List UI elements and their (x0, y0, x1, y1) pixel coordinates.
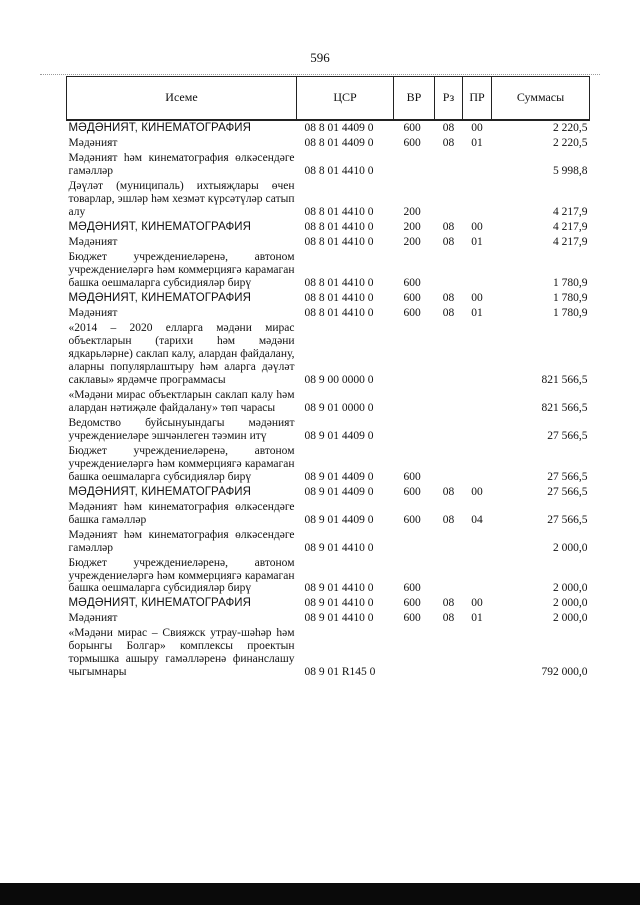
header-rz: Рз (435, 77, 463, 121)
row-vr: 600 (403, 276, 421, 289)
row-vr: 600 (403, 122, 421, 134)
row-pr (463, 151, 492, 179)
budget-table (66, 76, 590, 680)
row-sum: 792 000,0 (541, 666, 588, 679)
row-pr: 01 (471, 612, 483, 625)
table-row (67, 321, 590, 388)
row-pr (463, 626, 492, 680)
row-vr: 600 (403, 513, 421, 526)
row-sum: 2 000,0 (553, 582, 588, 595)
table-row (67, 416, 590, 444)
table-row (67, 485, 590, 500)
header-vr: ВР (394, 77, 435, 121)
row-name: Мәдәният һәм кинематография өлкәсендәге гамәлләр (68, 151, 295, 177)
row-rz: 08 (442, 306, 455, 319)
row-rz: 08 (442, 513, 455, 526)
row-csr: 08 9 01 4409 0 (304, 485, 374, 498)
row-name: «Мәдәни мирас объектларын саклап калу һәм алардан нәтиҗәле файдалану» төп чарасы (68, 388, 295, 414)
row-pr (463, 388, 492, 416)
table-row (67, 306, 590, 321)
row-name: МӘДӘНИЯТ, КИНЕМАТОГРАФИЯ (68, 220, 252, 233)
row-vr (394, 151, 435, 179)
row-vr: 600 (403, 597, 421, 610)
table-row (67, 220, 590, 235)
row-sum: 2 220,5 (553, 122, 588, 134)
row-sum: 2 000,0 (553, 597, 588, 610)
row-name: Дәүләт (муниципаль) ихтыяҗлары өчен товарлар, эшләр һәм хезмәт күрсәтүләр сатып алу (68, 179, 295, 218)
row-sum: 1 780,9 (553, 291, 588, 304)
row-vr (394, 321, 435, 388)
row-sum: 27 566,5 (547, 429, 588, 442)
table-row (67, 179, 590, 220)
row-pr (463, 444, 492, 485)
row-rz (435, 151, 463, 179)
row-sum: 2 000,0 (553, 541, 588, 554)
row-pr: 00 (471, 220, 483, 233)
row-csr: 08 8 01 4409 0 (304, 136, 374, 149)
row-rz (435, 321, 463, 388)
row-name: Бюджет учреждениеләренә, автоном учреждениеләргә һәм коммерциягә карамаган башка оешмаларга субсидияләр бирү (68, 250, 295, 289)
table-row (67, 444, 590, 485)
row-name: Мәдәният һәм кинематография өлкәсендәге башка гамәлләр (68, 500, 295, 526)
row-sum: 5 998,8 (553, 164, 588, 177)
row-name: МӘДӘНИЯТ, КИНЕМАТОГРАФИЯ (68, 485, 252, 498)
row-name: Мәдәният һәм кинематография өлкәсендәге гамәлләр (68, 528, 295, 554)
row-pr: 00 (471, 485, 483, 498)
row-vr: 600 (403, 136, 421, 149)
row-vr: 600 (403, 485, 421, 498)
row-vr (394, 416, 435, 444)
row-name: Бюджет учреждениеләренә, автоном учреждениеләргә һәм коммерциягә карамаган башка оешмаларга субсидияләр бирү (68, 444, 295, 483)
row-pr: 01 (471, 235, 483, 248)
row-vr: 200 (403, 220, 421, 233)
row-rz: 08 (442, 235, 455, 248)
row-csr: 08 9 01 4409 0 (304, 513, 374, 526)
table-row (67, 250, 590, 291)
row-csr: 08 8 01 4410 0 (304, 306, 374, 319)
row-sum: 821 566,5 (541, 373, 588, 386)
row-vr: 600 (403, 291, 421, 304)
table-row (67, 626, 590, 680)
row-name: Мәдәният (68, 612, 118, 625)
table-row (67, 528, 590, 556)
row-vr: 600 (403, 582, 421, 595)
row-vr (394, 626, 435, 680)
row-csr: 08 9 01 4409 0 (304, 429, 374, 442)
row-pr (463, 416, 492, 444)
row-vr (394, 528, 435, 556)
table-header-row (67, 77, 590, 121)
row-csr: 08 9 01 4410 0 (304, 597, 374, 610)
row-rz: 08 (442, 220, 455, 233)
row-rz: 08 (442, 597, 455, 610)
table-row (67, 500, 590, 528)
row-vr: 200 (403, 235, 421, 248)
row-pr (463, 250, 492, 291)
table-row (67, 235, 590, 250)
row-sum: 1 780,9 (553, 276, 588, 289)
table-row (67, 388, 590, 416)
row-rz (435, 388, 463, 416)
row-name: «Мәдәни мирас – Свияжск утрау-шәһәр һәм борынгы Болгар» комплексы проектын тормышка ашыру гамәлләренә финанслашу чыгымнары (68, 627, 295, 679)
row-name: Бюджет учреждениеләренә, автоном учреждениеләргә һәм коммерциягә карамаган башка оешмаларга субсидияләр бирү (68, 556, 295, 595)
row-vr: 200 (403, 205, 421, 218)
header-sum: Суммасы (492, 77, 590, 121)
row-rz (435, 250, 463, 291)
row-sum: 4 217,9 (553, 235, 588, 248)
row-name: МӘДӘНИЯТ, КИНЕМАТОГРАФИЯ (68, 122, 252, 134)
row-sum: 27 566,5 (547, 470, 588, 483)
table-row (67, 291, 590, 306)
row-pr: 01 (471, 306, 483, 319)
row-csr: 08 9 01 4410 0 (304, 612, 374, 625)
row-vr (394, 388, 435, 416)
row-rz (435, 179, 463, 220)
row-csr: 08 9 00 0000 0 (304, 373, 374, 386)
row-pr: 00 (471, 291, 483, 304)
row-csr: 08 9 01 R145 0 (304, 666, 376, 679)
row-sum: 1 780,9 (553, 306, 588, 319)
row-pr (463, 556, 492, 597)
table-row (67, 596, 590, 611)
row-csr: 08 8 01 4410 0 (304, 205, 374, 218)
row-name: «2014 – 2020 елларга мәдәни мирас объектларын (тарихи һәм мәдәни ядкарьләрне) саклап калу, алардан файдалану, аларны популярлаштыру һәм аларга дәүләт саклавы» ярдәмче программасы (68, 321, 295, 386)
table-header (67, 77, 590, 121)
header-pr: ПР (463, 77, 492, 121)
row-sum: 2 000,0 (553, 612, 588, 625)
page-number: 596 (310, 50, 330, 65)
row-rz (435, 528, 463, 556)
row-name: Мәдәният (68, 235, 118, 248)
scan-bottom-edge (0, 883, 640, 905)
row-sum: 27 566,5 (547, 513, 588, 526)
row-pr: 04 (471, 513, 483, 526)
row-pr (463, 321, 492, 388)
row-csr: 08 9 01 4409 0 (304, 470, 374, 483)
row-name: МӘДӘНИЯТ, КИНЕМАТОГРАФИЯ (68, 597, 252, 610)
row-rz (435, 626, 463, 680)
row-csr: 08 9 01 4410 0 (304, 582, 374, 595)
row-vr: 600 (403, 306, 421, 319)
row-pr: 00 (471, 597, 483, 610)
table-body (67, 120, 590, 680)
row-name: МӘДӘНИЯТ, КИНЕМАТОГРАФИЯ (68, 291, 252, 304)
table-row (67, 611, 590, 626)
row-rz (435, 416, 463, 444)
table-row (67, 556, 590, 597)
row-csr: 08 8 01 4410 0 (304, 291, 374, 304)
table-row (67, 136, 590, 151)
row-rz (435, 556, 463, 597)
table-row (67, 120, 590, 136)
row-rz: 08 (442, 136, 455, 149)
row-pr (463, 179, 492, 220)
row-csr: 08 8 01 4410 0 (304, 164, 374, 177)
row-rz: 08 (442, 612, 455, 625)
header-csr: ЦСР (297, 77, 394, 121)
row-name: Ведомство буйсынуындагы мәдәният учреждениеләре эшчәнлеген тәэмин итү (68, 416, 295, 442)
row-vr: 600 (403, 612, 421, 625)
row-csr: 08 9 01 4410 0 (304, 541, 374, 554)
row-name: Мәдәният (68, 136, 118, 149)
row-sum: 4 217,9 (553, 205, 588, 218)
row-sum: 4 217,9 (553, 220, 588, 233)
row-sum: 821 566,5 (541, 401, 588, 414)
row-csr: 08 8 01 4410 0 (304, 276, 374, 289)
row-csr: 08 9 01 0000 0 (304, 401, 374, 414)
row-rz (435, 444, 463, 485)
row-pr: 01 (471, 136, 483, 149)
row-rz: 08 (442, 122, 455, 134)
row-csr: 08 8 01 4410 0 (304, 235, 374, 248)
row-name: Мәдәният (68, 306, 118, 319)
row-vr: 600 (403, 470, 421, 483)
row-pr (463, 528, 492, 556)
row-rz: 08 (442, 485, 455, 498)
row-pr: 00 (471, 122, 483, 134)
header-name: Исеме (67, 77, 297, 121)
row-csr: 08 8 01 4410 0 (304, 220, 374, 233)
row-sum: 27 566,5 (547, 485, 588, 498)
row-csr: 08 8 01 4409 0 (304, 122, 374, 134)
table-row (67, 151, 590, 179)
row-sum: 2 220,5 (553, 136, 588, 149)
row-rz: 08 (442, 291, 455, 304)
scan-top-border (40, 74, 600, 75)
